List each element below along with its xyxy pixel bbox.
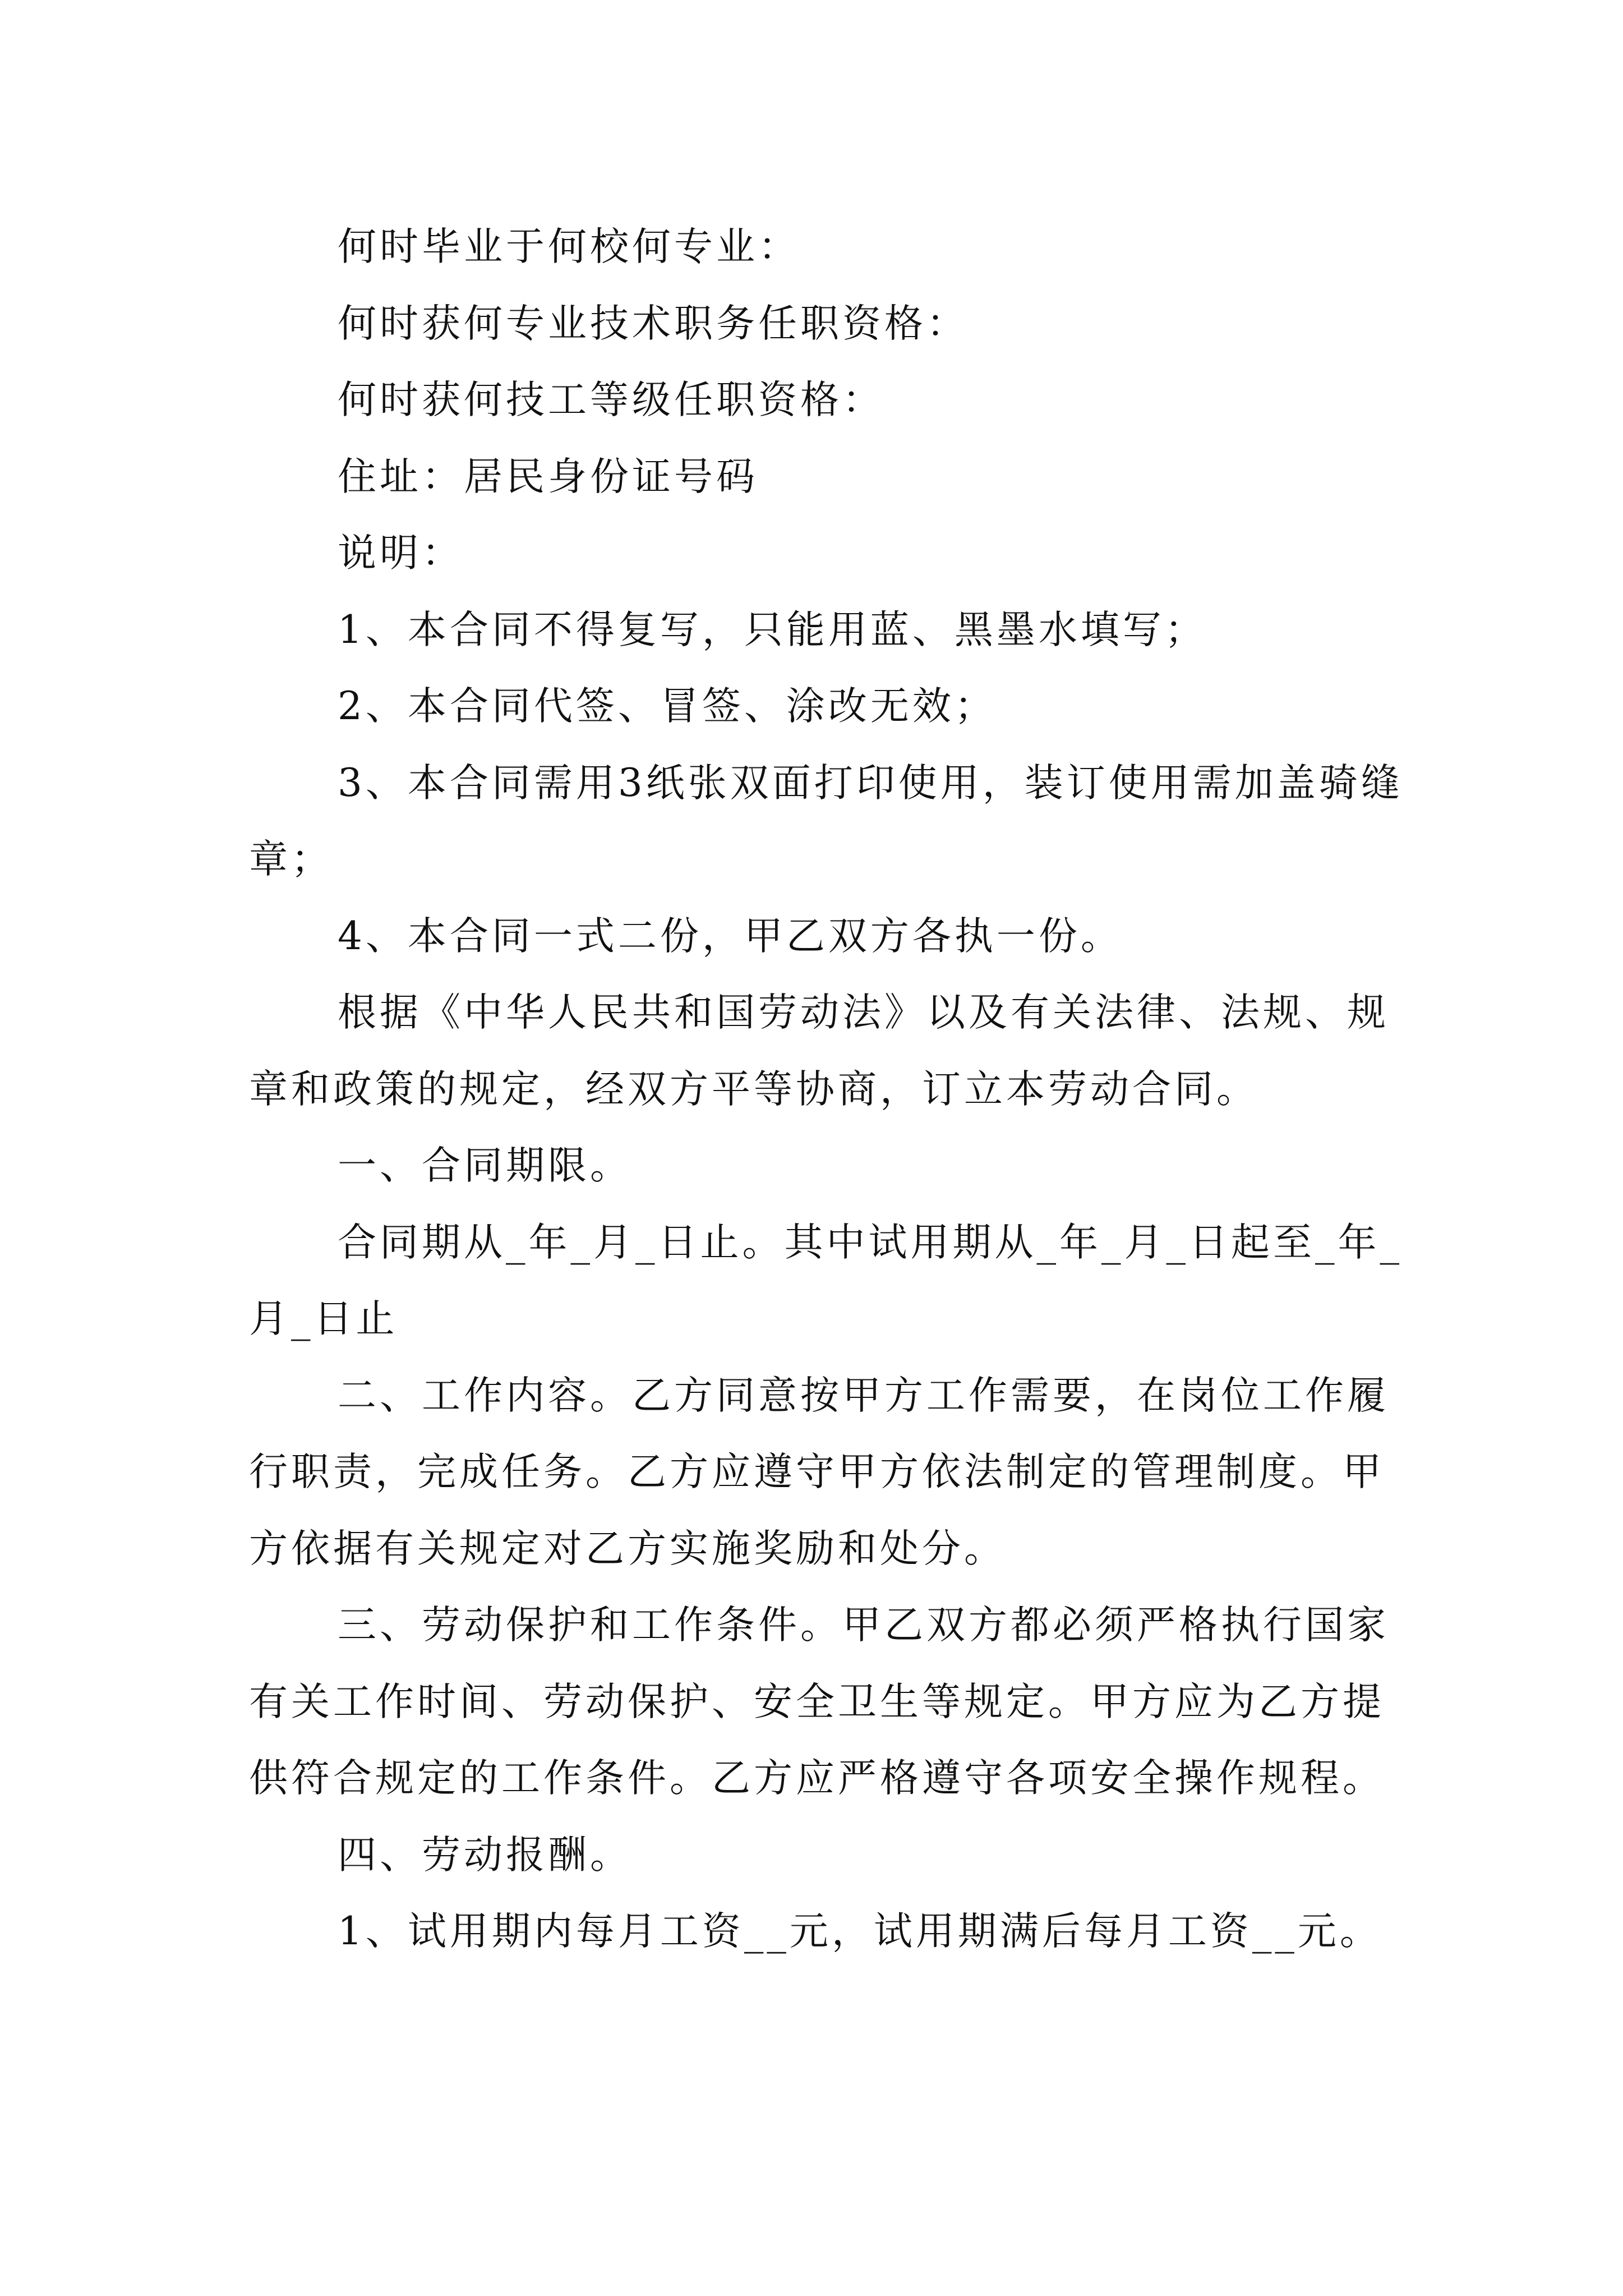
paragraph-note-4: 4、本合同一式二份，甲乙双方各执一份。: [338, 913, 1123, 959]
paragraph-professional-qualification: 何时获何专业技术职务任职资格：: [338, 301, 969, 346]
paragraph-work-content: 二、工作内容。乙方同意按甲方工作需要，在岗位工作履行职责，完成任务。乙方应遵守甲方依法制定的管理制度。甲方依据有关规定对乙方实施奖励和处分。: [249, 1373, 1389, 1571]
paragraph-technical-grade: 何时获何技工等级任职资格：: [338, 378, 884, 422]
paragraph-note-3: 3、本合同需用3纸张双面打印使用，装订使用需加盖骑缝章；: [249, 760, 1403, 882]
section-heading-contract-term: 一、合同期限。: [338, 1143, 632, 1188]
paragraph-address-id: 住址：居民身份证号码: [338, 454, 758, 499]
paragraph-preamble: 根据《中华人民共和国劳动法》以及有关法律、法规、规章和政策的规定，经双方平等协商，订立本劳动合同。: [249, 990, 1389, 1112]
paragraph-contract-period: 合同期从_年_月_日止。其中试用期从_年_月_日起至_年_月_日止: [249, 1220, 1403, 1341]
section-heading-remuneration: 四、劳动报酬。: [338, 1832, 632, 1878]
document-body: [249, 209, 1404, 1970]
paragraph-note-1: 1、本合同不得复写，只能用蓝、黑墨水填写；: [338, 607, 1207, 652]
paragraph-graduation: 何时毕业于何校何专业：: [338, 224, 800, 269]
paragraph-labor-protection: 三、劳动保护和工作条件。甲乙双方都必须严格执行国家有关工作时间、劳动保护、安全卫生等规定。甲方应为乙方提供符合规定的工作条件。乙方应严格遵守各项安全操作规程。: [249, 1603, 1389, 1801]
paragraph-note-2: 2、本合同代签、冒签、涂改无效；: [338, 684, 997, 729]
paragraph-salary: 1、试用期内每月工资__元，试用期满后每月工资__元。: [338, 1909, 1382, 1954]
paragraph-notes-heading: 说明：: [338, 531, 464, 576]
